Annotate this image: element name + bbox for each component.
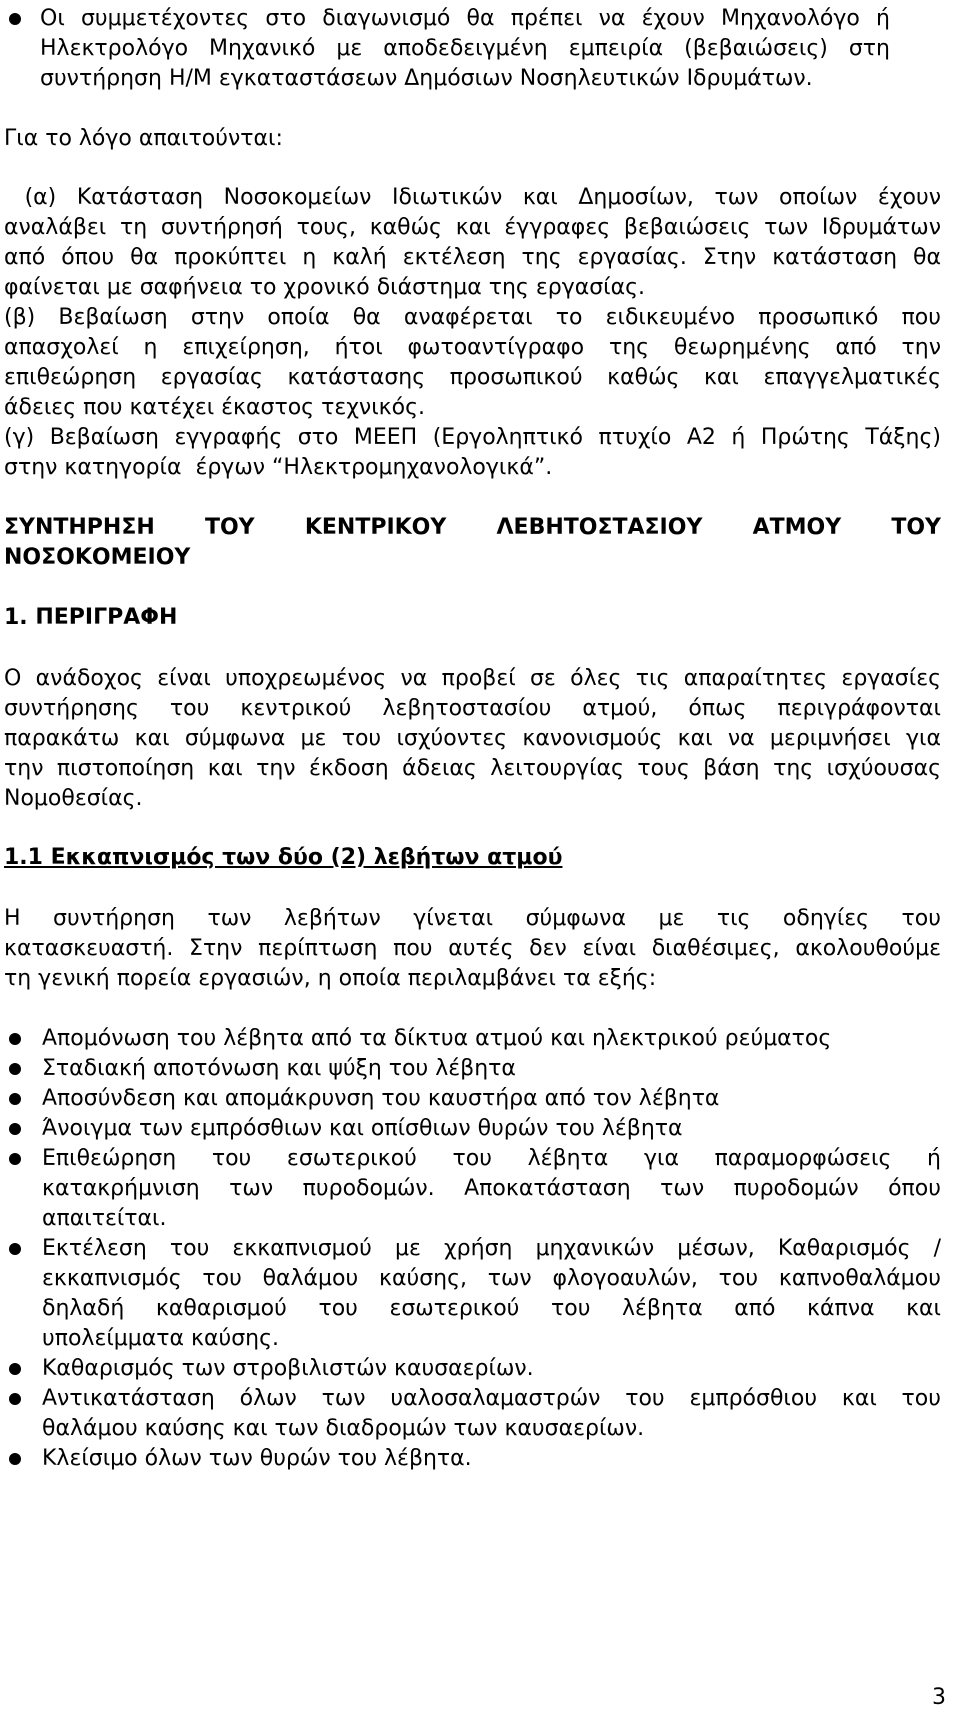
list-item: Άνοιγμα των εμπρόσθιων και οπίσθιων θυρών του λέβητα — [42, 1116, 683, 1141]
list-item: θαλάμου καύσης και των διαδρομών των καυσαερίων. — [42, 1416, 645, 1441]
list-item: Απομόνωση του λέβητα από τα δίκτυα ατμού και ηλεκτρικού ρεύματος — [42, 1026, 832, 1051]
bullet-icon — [9, 1093, 21, 1105]
text-line: την πιστοποίηση και την έκδοση άδειας λειτουργίας τους βάση της ισχύουσας — [4, 756, 941, 781]
bullet-icon — [9, 1243, 21, 1255]
text-line: κατασκευαστή. Στην περίπτωση που αυτές δεν είναι διαθέσιμες, ακολουθούμε — [4, 936, 941, 961]
bullet-icon — [9, 1393, 21, 1405]
text-line: απασχολεί η επιχείρηση, ήτοι φωτοαντίγραφο της θεωρημένης από την — [4, 335, 941, 360]
list-item: εκκαπνισμός του θαλάμου καύσης, των φλογοαυλών, του καπνοθαλάμου — [42, 1266, 941, 1291]
list-item: Αποσύνδεση και απομάκρυνση του καυστήρα από τον λέβητα — [42, 1086, 720, 1111]
text-line: Νομοθεσίας. — [4, 786, 143, 811]
text-line: συντήρηση Η/Μ εγκαταστάσεων Δημόσιων Νοσηλευτικών Ιδρυμάτων. — [40, 66, 813, 91]
list-item: Επιθεώρηση του εσωτερικού του λέβητα για παραμορφώσεις ή — [42, 1146, 941, 1171]
text-line: Οι συμμετέχοντες στο διαγωνισμό θα πρέπει να έχουν Μηχανολόγο ή — [40, 6, 890, 31]
section-title-line: ΝΟΣΟΚΟΜΕΙΟΥ — [4, 545, 191, 570]
text-line: (β) Βεβαίωση στην οποία θα αναφέρεται το ειδικευμένο προσωπικό που — [4, 305, 941, 330]
text-line: φαίνεται με σαφήνεια το χρονικό διάστημα της εργασίας. — [4, 275, 646, 300]
text-line: Ηλεκτρολόγο Μηχανικό με αποδεδειγμένη εμπειρία (βεβαιώσεις) στη — [40, 36, 890, 61]
bullet-icon — [9, 1363, 21, 1375]
requirements-intro: Για το λόγο απαιτούνται: — [4, 126, 283, 151]
text-line: επιθεώρηση εργασίας κατάστασης προσωπικού καθώς και επαγγελματικές — [4, 365, 941, 390]
bullet-icon — [9, 1153, 21, 1165]
text-line: (γ) Βεβαίωση εγγραφής στο ΜΕΕΠ (Εργοληπτικό πτυχίο Α2 ή Πρώτης Τάξης) — [4, 425, 941, 450]
text-line: τη γενική πορεία εργασιών, η οποία περιλαμβάνει τα εξής: — [4, 966, 657, 991]
bullet-icon — [9, 1123, 21, 1135]
list-item: Κλείσιμο όλων των θυρών του λέβητα. — [42, 1446, 472, 1471]
list-item: υπολείμματα καύσης. — [42, 1326, 280, 1351]
text-line: Η συντήρηση των λεβήτων γίνεται σύμφωνα με τις οδηγίες του — [4, 906, 941, 931]
boiler-cleaning-heading: 1.1 Εκκαπνισμός των δύο (2) λεβήτων ατμού — [4, 845, 563, 870]
list-item: Αντικατάσταση όλων των υαλοσαλαμαστρών του εμπρόσθιου και του — [42, 1386, 941, 1411]
list-item: Εκτέλεση του εκκαπνισμού με χρήση μηχανικών μέσων, Καθαρισμός / — [42, 1236, 941, 1261]
description-heading: 1. ΠΕΡΙΓΡΑΦΗ — [4, 605, 178, 630]
list-item: δηλαδή καθαρισμού του εσωτερικού του λέβητα από κάπνα και — [42, 1296, 941, 1321]
list-item: Σταδιακή αποτόνωση και ψύξη του λέβητα — [42, 1056, 516, 1081]
bullet-icon — [9, 13, 21, 25]
text-line: στην κατηγορία έργων “Ηλεκτρομηχανολογικά”. — [4, 455, 553, 480]
text-line: (α) Κατάσταση Νοσοκομείων Ιδιωτικών και Δημοσίων, των οποίων έχουν — [4, 185, 941, 210]
text-line: παρακάτω και σύμφωνα με του ισχύοντες κανονισμούς και να μεριμνήσει για — [4, 726, 941, 751]
text-line: αναλάβει τη συντήρησή τους, καθώς και έγγραφες βεβαιώσεις των Ιδρυμάτων — [4, 215, 941, 240]
text-line: άδειες που κατέχει έκαστος τεχνικός. — [4, 395, 425, 420]
text-line: Ο ανάδοχος είναι υποχρεωμένος να προβεί σε όλες τις απαραίτητες εργασίες — [4, 666, 941, 691]
text-line: συντήρησης του κεντρικού λεβητοστασίου ατμού, όπως περιγράφονται — [4, 696, 941, 721]
bullet-icon — [9, 1063, 21, 1075]
bullet-icon — [9, 1033, 21, 1045]
bullet-icon — [9, 1453, 21, 1465]
list-item: κατακρήμνιση των πυροδομών. Αποκατάσταση των πυροδομών όπου — [42, 1176, 941, 1201]
list-item: απαιτείται. — [42, 1206, 167, 1231]
text-line: από όπου θα προκύπτει η καλή εκτέλεση της εργασίας. Στην κατάσταση θα — [4, 245, 941, 270]
page-number: 3 — [932, 1685, 946, 1710]
list-item: Καθαρισμός των στροβιλιστών καυσαερίων. — [42, 1356, 534, 1381]
section-title-line: ΣΥΝΤΗΡΗΣΗ ΤΟΥ ΚΕΝΤΡΙΚΟΥ ΛΕΒΗΤΟΣΤΑΣΙΟΥ ΑΤΜΟΥ ΤΟΥ — [4, 515, 941, 540]
